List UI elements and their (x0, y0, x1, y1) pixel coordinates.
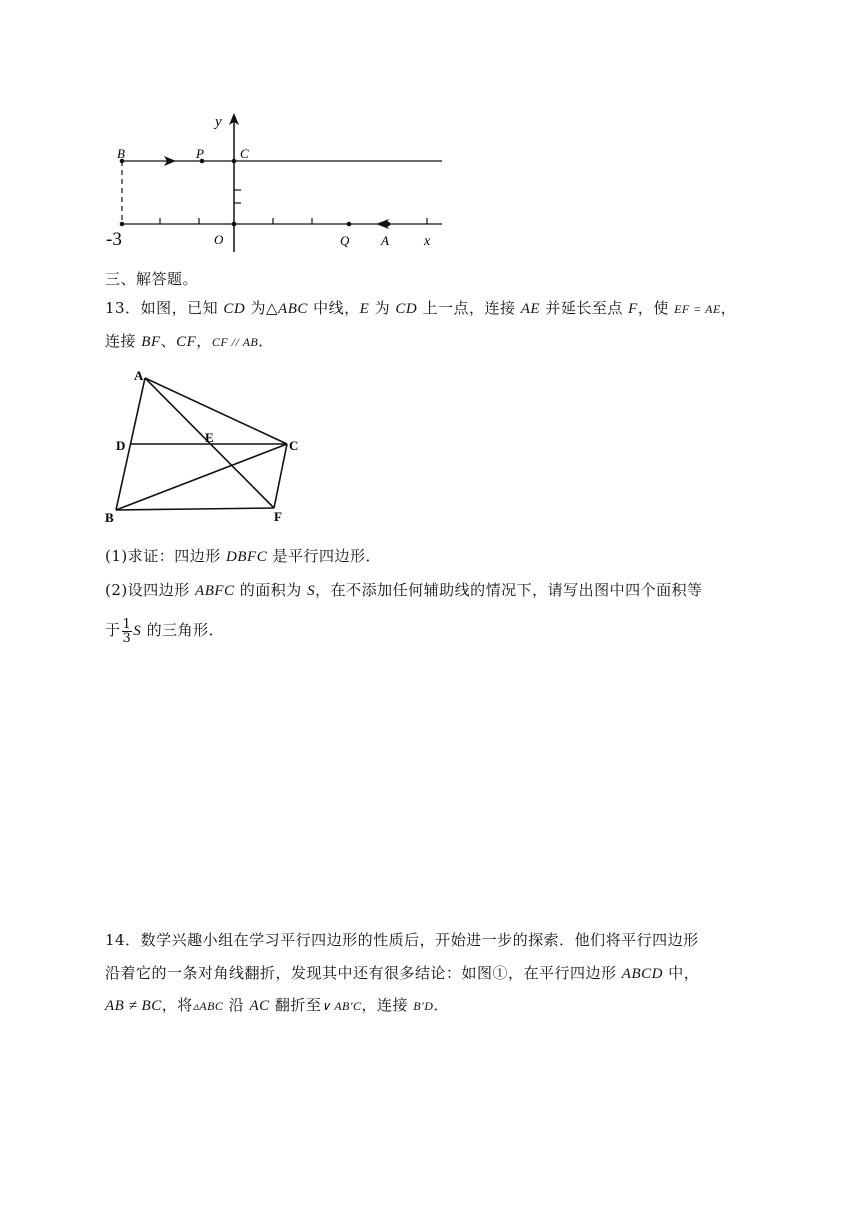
fig2-label-A: A (134, 368, 144, 383)
q14-line1: 14．数学兴趣小组在学习平行四边形的性质后，开始进一步的探索．他们将平行四边形 (105, 931, 699, 949)
q13-number: 13． (105, 299, 141, 317)
label-B: B (117, 146, 125, 161)
label-C: C (240, 146, 249, 161)
label-O: O (214, 232, 224, 247)
quadrilateral-figure (100, 362, 310, 530)
label-A: A (381, 233, 389, 248)
fig2-label-F: F (274, 509, 282, 524)
q14-line2: 沿着它的一条对角线翻折，发现其中还有很多结论：如图①，在平行四边形 ABCD 中， (105, 964, 700, 982)
q13-sub2-line1: (2)设四边形 ABFC 的面积为 S，在不添加任何辅助线的情况下，请写出图中四个面积等 (105, 581, 703, 599)
q13-sub1: (1)求证：四边形 DBFC 是平行四边形． (105, 547, 381, 565)
label-x: x (424, 234, 431, 249)
q13-line2: 连接 BF、CF，CF // AB． (105, 332, 274, 350)
fraction-one-third: $\frac{1}{3}$ (122, 616, 132, 646)
fig2-label-D: D (116, 438, 126, 453)
label-minus3: -3 (106, 229, 122, 250)
q13-sub2-line2: 于 $\frac{1}{3}$ S 的三角形． (105, 616, 225, 646)
fig2-label-C: C (289, 438, 299, 453)
label-y: y (215, 114, 222, 130)
q14-number: 14． (105, 931, 141, 949)
label-Q: Q (340, 233, 350, 248)
label-P: P (196, 146, 204, 161)
section-header: 三、解答题。 (105, 270, 199, 288)
q14-line3: AB ≠ BC，将▵ABC 沿 AC 翻折至∨ AB′C，连接 B′D． (105, 996, 449, 1014)
q13-line1: 13．如图，已知 CD 为△ABC 中线，E 为 CD 上一点，连接 AE 并延长至点 F，使 EF = AE， (105, 299, 737, 317)
fig2-label-B: B (105, 510, 114, 525)
coordinate-figure (100, 105, 450, 255)
fig2-label-E: E (205, 430, 214, 445)
